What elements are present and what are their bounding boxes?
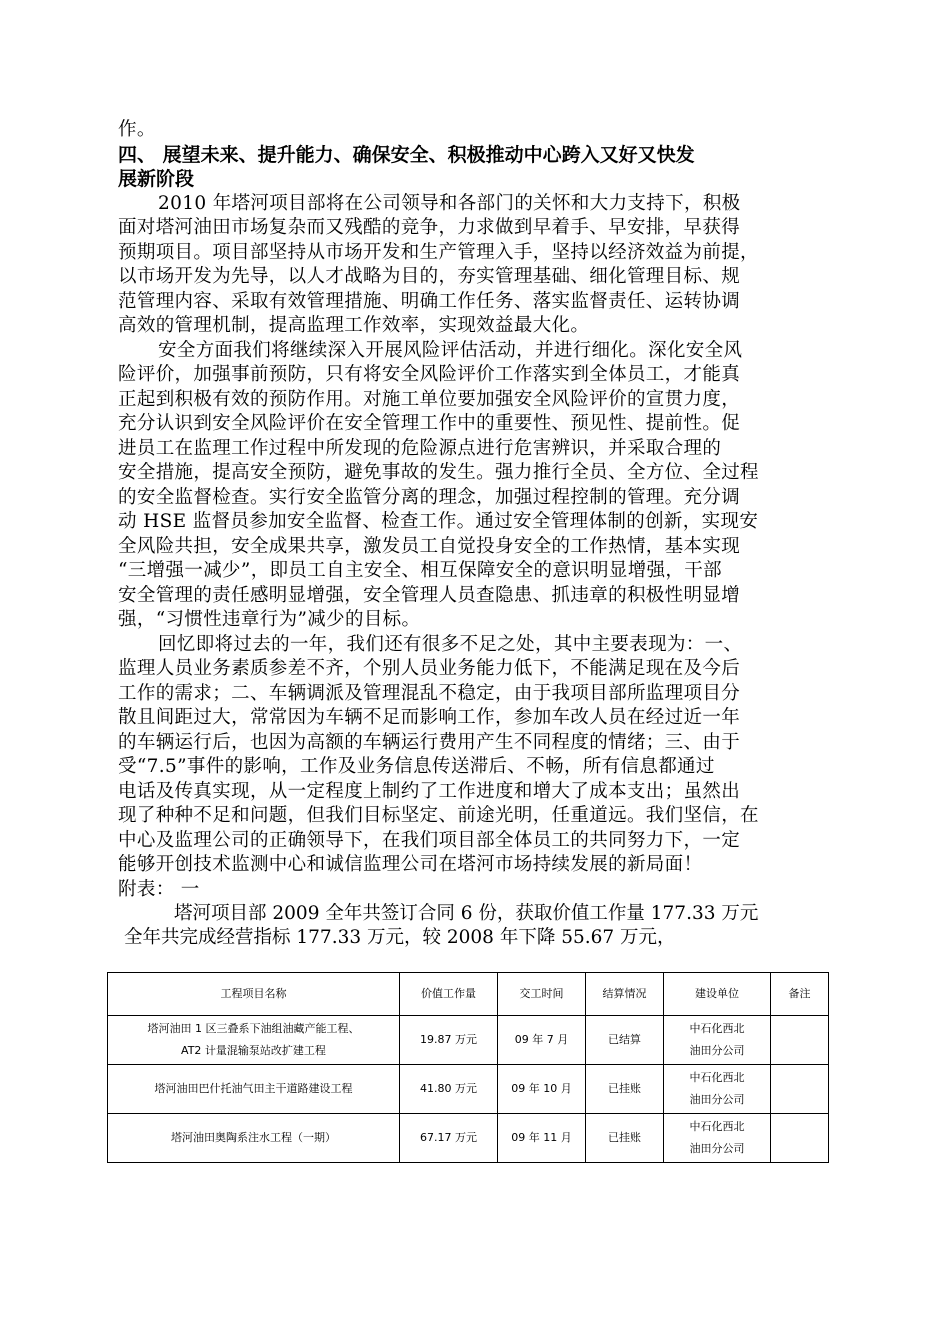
header-value: 价值工作量 [400,973,498,1016]
owner-unit-line: 油田分公司 [689,1044,745,1057]
owner-unit-cell [664,1065,771,1114]
owner-unit-line: 油田分公司 [689,1093,745,1106]
paragraph-line: 回忆即将过去的一年，我们还有很多不足之处，其中主要表现为：一、 [158,633,743,655]
note-cell [771,1016,829,1065]
document-page [118,118,838,950]
paragraph-line: 以市场开发为先导，以人才战略为目的，夯实管理基础、细化管理目标、规 [118,266,741,287]
paragraph-line: 工作的需求；二、车辆调派及管理混乱不稳定，由于我项目部所监理项目分 [118,682,741,704]
table-row [108,1016,829,1065]
paragraph-line: 受“7.5”事件的影响，工作及业务信息传送滞后、不畅，所有信息都通过 [118,756,715,777]
paragraph-line: 2010 年塔河项目部将在公司领导和各部门的关怀和大力支持下，积极 [158,192,741,214]
paragraph-line: 中心及监理公司的正确领导下，在我们项目部全体员工的共同努力下，一定 [118,829,741,851]
project-name-cell [108,1016,400,1065]
paragraph-line: 正起到积极有效的预防作用。对施工单位要加强安全风险评价的宣贯力度， [118,388,741,410]
paragraph-line: 预期项目。项目部坚持从市场开发和生产管理入手，坚持以经济效益为前提， [118,241,759,263]
project-name-line: 塔河油田 1 区三叠系下油组油藏产能工程、 [147,1022,360,1035]
contract-summary [118,902,838,950]
intro-line: 作。 [118,119,156,140]
paragraph-line: 面对塔河油田市场复杂而又残酷的竞争，力求做到早着手、早安排，早获得 [118,217,741,238]
status-cell: 已挂账 [586,1114,664,1163]
paragraph-line: “三增强一减少”，即员工自主安全、相互保障安全的意识明显增强，干部 [118,560,722,581]
header-completion-date: 交工时间 [498,973,586,1016]
section-heading-line-1: 四、 展望未来、提升能力、确保安全、积极推动中心跨入又好又快发 [118,143,695,166]
value-cell: 41.80 万元 [400,1065,498,1114]
owner-unit-line: 中石化西北 [689,1022,745,1035]
header-project-name: 工程项目名称 [108,973,400,1016]
table-row [108,1065,829,1114]
summary-line-2: 全年共完成经营指标 177.33 万元，较 2008 年下降 55.67 万元， [124,927,676,948]
owner-unit-line: 中石化西北 [689,1120,745,1133]
table-header-row [108,973,829,1016]
paragraph-line: 能够开创技术监测中心和诚信监理公司在塔河市场持续发展的新局面！ [118,854,703,875]
owner-unit-cell [664,1016,771,1065]
paragraph-line: 电话及传真实现，从一定程度上制约了工作进度和增大了成本支出；虽然出 [118,780,741,802]
project-table [107,972,829,1163]
paragraph-line: 充分认识到安全风险评价在安全管理工作中的重要性、预见性、提前性。促 [118,413,741,434]
paragraph-line: 现了种种不足和问题，但我们目标坚定、前途光明，任重道远。我们坚信，在 [118,805,759,826]
paragraph-line: 安全方面我们将继续深入开展风险评估活动，并进行细化。深化安全风 [158,339,743,361]
paragraph-plan [118,192,838,339]
paragraph-line: 散且间距过大，常常因为车辆不足而影响工作，参加车改人员在经过近一年 [118,707,741,728]
note-cell [771,1065,829,1114]
status-cell: 已结算 [586,1016,664,1065]
paragraph-line: 进员工在监理工作过程中所发现的危险源点进行危害辨识，并采取合理的 [118,437,722,459]
owner-unit-line: 油田分公司 [689,1142,745,1155]
date-cell: 09 年 10 月 [498,1065,586,1114]
paragraph-line: 动 HSE 监督员参加安全监督、检查工作。通过安全管理体制的创新，实现安 [118,511,759,532]
paragraph-line: 险评价，加强事前预防，只有将安全风险评价工作落实到全体员工，才能真 [118,364,741,385]
value-cell: 67.17 万元 [400,1114,498,1163]
table-row [108,1114,829,1163]
paragraph-line: 高效的管理机制，提高监理工作效率，实现效益最大化。 [118,315,590,336]
project-name-cell: 塔河油田巴什托油气田主干道路建设工程 [108,1065,400,1114]
paragraph-line: 范管理内容、采取有效管理措施、明确工作任务、落实监督责任、运转协调 [118,290,741,312]
paragraph-line: 的车辆运行后，也因为高额的车辆运行费用产生不同程度的情绪；三、由于 [118,731,741,753]
header-owner-unit: 建设单位 [664,973,771,1016]
summary-line-1: 塔河项目部 2009 全年共签订合同 6 份，获取价值工作量 177.33 万元 [174,903,759,924]
header-note: 备注 [771,973,829,1016]
project-name-line: AT2 计量混输泵站改扩建工程 [181,1044,326,1057]
paragraph-review [118,633,838,878]
note-cell [771,1114,829,1163]
appendix-label: 附表： 一 [118,878,200,900]
paragraph-line: 监理人员业务素质参差不齐，个别人员业务能力低下，不能满足现在及今后 [118,658,741,679]
paragraph-line: 安全管理的责任感明显增强，安全管理人员查隐患、抓违章的积极性明显增 [118,584,741,606]
value-cell: 19.87 万元 [400,1016,498,1065]
date-cell: 09 年 11 月 [498,1114,586,1163]
status-cell: 已挂账 [586,1065,664,1114]
project-name-cell: 塔河油田奥陶系注水工程（一期） [108,1114,400,1163]
owner-unit-line: 中石化西北 [689,1071,745,1084]
section-heading-line-2: 展新阶段 [118,168,195,190]
paragraph-safety [118,339,838,633]
paragraph-line: 全风险共担，安全成果共享，激发员工自觉投身安全的工作热情，基本实现 [118,535,741,557]
date-cell: 09 年 7 月 [498,1016,586,1065]
paragraph-line: 安全措施，提高安全预防，避免事故的发生。强力推行全员、全方位、全过程 [118,462,759,483]
header-settlement: 结算情况 [586,973,664,1016]
owner-unit-cell [664,1114,771,1163]
paragraph-line: 强，“习惯性违章行为”减少的目标。 [118,609,421,630]
paragraph-line: 的安全监督检查。实行安全监管分离的理念，加强过程控制的管理。充分调 [118,486,741,508]
